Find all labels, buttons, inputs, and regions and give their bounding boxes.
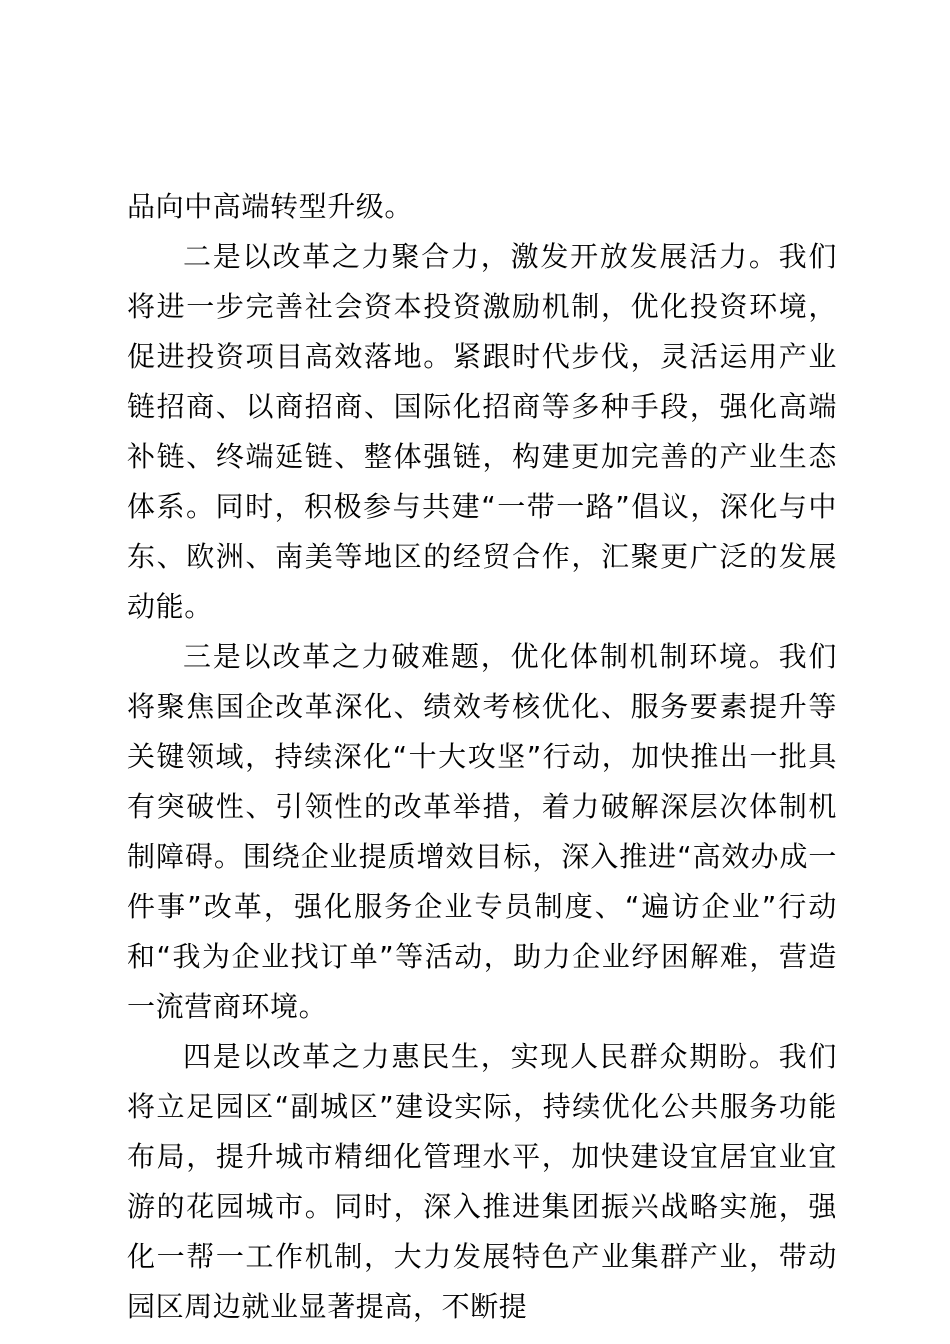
paragraph-3-reform: 三是以改革之力破难题，优化体制机制环境。我们将聚焦国企改革深化、绩效考核优化、服务要素提升等关键领域，持续深化“十大攻坚”行动，加快推出一批具有突破性、引领性的改革举措，着力破解深层次体制机制障碍。围绕企业提质增效目标，深入推进“高效办成一件事”改革，强化服务企业专员制度、“遍访企业”行动和“我为企业找订单”等活动，助力企业纾困解难，营造一流营商环境。 — [127, 640, 837, 1023]
paragraph-continuation: 品向中高端转型升级。 — [127, 190, 414, 223]
document-body — [127, 182, 837, 1332]
paragraph-4-livelihood: 四是以改革之力惠民生，实现人民群众期盼。我们将立足园区“副城区”建设实际，持续优化公共服务功能布局，提升城市精细化管理水平，加快建设宜居宜业宜游的花园城市。同时，深入推进集团振兴战略实施，强化一帮一工作机制，大力发展特色产业集群产业，带动园区周边就业显著提高，不断提 — [127, 1040, 837, 1323]
paragraph-2-opening: 二是以改革之力聚合力，激发开放发展活力。我们将进一步完善社会资本投资激励机制，优化投资环境，促进投资项目高效落地。紧跟时代步伐，灵活运用产业链招商、以商招商、国际化招商等多种手段，强化高端补链、终端延链、整体强链，构建更加完善的产业生态体系。同时，积极参与共建“一带一路”倡议，深化与中东、欧洲、南美等地区的经贸合作，汇聚更广泛的发展动能。 — [127, 240, 837, 623]
